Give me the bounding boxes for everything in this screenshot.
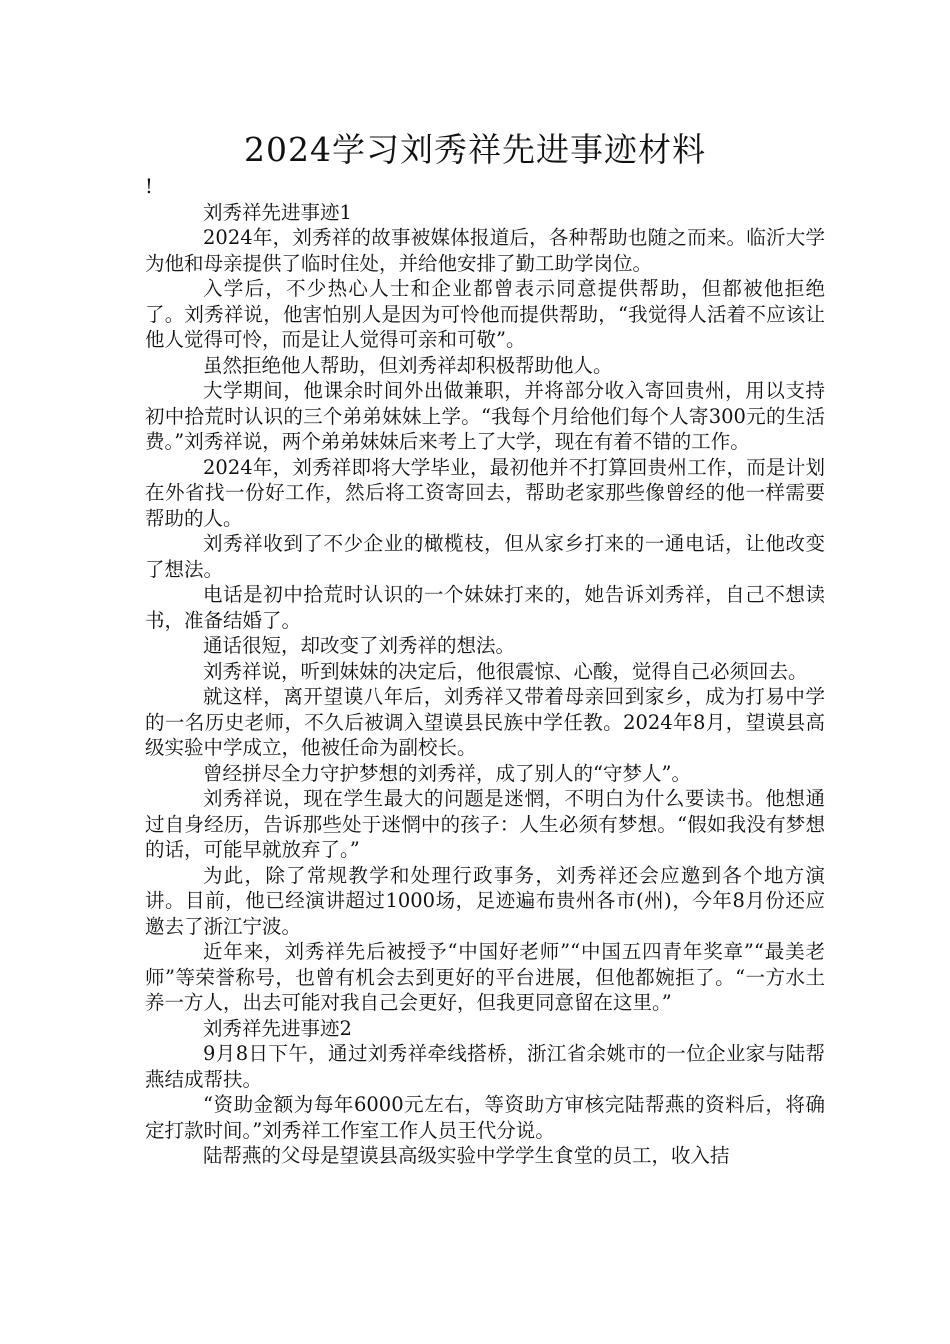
paragraph: 为此，除了常规教学和处理行政事务，刘秀祥还会应邀到各个地方演讲。目前，他已经演讲超过1000场，足迹遍布贵州各市(州)，今年8月份还应邀去了浙江宁波。: [145, 863, 825, 938]
paragraph: 通话很短，却改变了刘秀祥的想法。: [203, 634, 516, 657]
paragraph: 就这样，离开望谟八年后，刘秀祥又带着母亲回到家乡，成为打易中学的一名历史老师，不久后被调入望谟县民族中学任教。2024年8月，望谟县高级实验中学成立，他被任命为副校长。: [145, 685, 825, 759]
paragraph: “资助金额为每年6000元左右，等资助方审核完陆帮燕的资料后，将确定打款时间。”刘秀祥工作室工作人员王代分说。: [145, 1093, 825, 1142]
document-body: [145, 174, 825, 1169]
stray-mark: !: [145, 175, 153, 198]
section-heading-1: 刘秀祥先进事迹1: [203, 200, 352, 224]
paragraph: 刘秀祥说，现在学生最大的问题是迷惘，不明白为什么要读书。他想通过自身经历，告诉那些处于迷惘中的孩子：人生必须有梦想。“假如我没有梦想的话，可能早就放弃了。”: [145, 787, 825, 861]
section-heading-2: 刘秀祥先进事迹2: [203, 1016, 352, 1040]
paragraph: 2024年，刘秀祥即将大学毕业，最初他并不打算回贵州工作，而是计划在外省找一份好工作，然后将工资寄回去，帮助老家那些像曾经的他一样需要帮助的人。: [145, 455, 825, 530]
paragraph: 刘秀祥说，听到妹妹的决定后，他很震惊、心酸，觉得自己必须回去。: [203, 659, 808, 683]
paragraph: 近年来，刘秀祥先后被授予“中国好老师”“中国五四青年奖章”“最美老师”等荣誉称号，也曾有机会去到更好的平台进展，但他都婉拒了。“一方水土养一方人，出去可能对我自己会更好，但我更同意留在这里。”: [145, 940, 825, 1014]
paragraph: 刘秀祥收到了不少企业的橄榄枝，但从家乡打来的一通电话，让他改变了想法。: [145, 532, 825, 581]
paragraph: 入学后，不少热心人士和企业都曾表示同意提供帮助，但都被他拒绝了。刘秀祥说，他害怕别人是因为可怜他而提供帮助，“我觉得人活着不应该让他人觉得可怜，而是让人觉得可亲和可敬”。: [145, 277, 825, 351]
paragraph: 虽然拒绝他人帮助，但刘秀祥却积极帮助他人。: [203, 353, 613, 377]
paragraph: 陆帮燕的父母是望谟县高级实验中学学生食堂的员工，收入拮: [203, 1144, 730, 1167]
paragraph: 9月8日下午，通过刘秀祥牵线搭桥，浙江省余姚市的一位企业家与陆帮燕结成帮扶。: [145, 1042, 825, 1091]
paragraph: 曾经拼尽全力守护梦想的刘秀祥，成了别人的“守梦人”。: [203, 761, 691, 785]
paragraph: 电话是初中拾荒时认识的一个妹妹打来的，她告诉刘秀祥，自己不想读书，准备结婚了。: [145, 583, 825, 632]
paragraph: 2024年，刘秀祥的故事被媒体报道后，各种帮助也随之而来。临沂大学为他和母亲提供了临时住处，并给他安排了勤工助学岗位。: [145, 226, 825, 275]
paragraph: 大学期间，他课余时间外出做兼职，并将部分收入寄回贵州，用以支持初中拾荒时认识的三个弟弟妹妹上学。“我每个月给他们每个人寄300元的生活费。”刘秀祥说，两个弟弟妹妹后来考上了大学，现在有着不错的工作。: [145, 379, 825, 453]
document-title: 2024学习刘秀祥先进事迹材料: [244, 130, 706, 169]
